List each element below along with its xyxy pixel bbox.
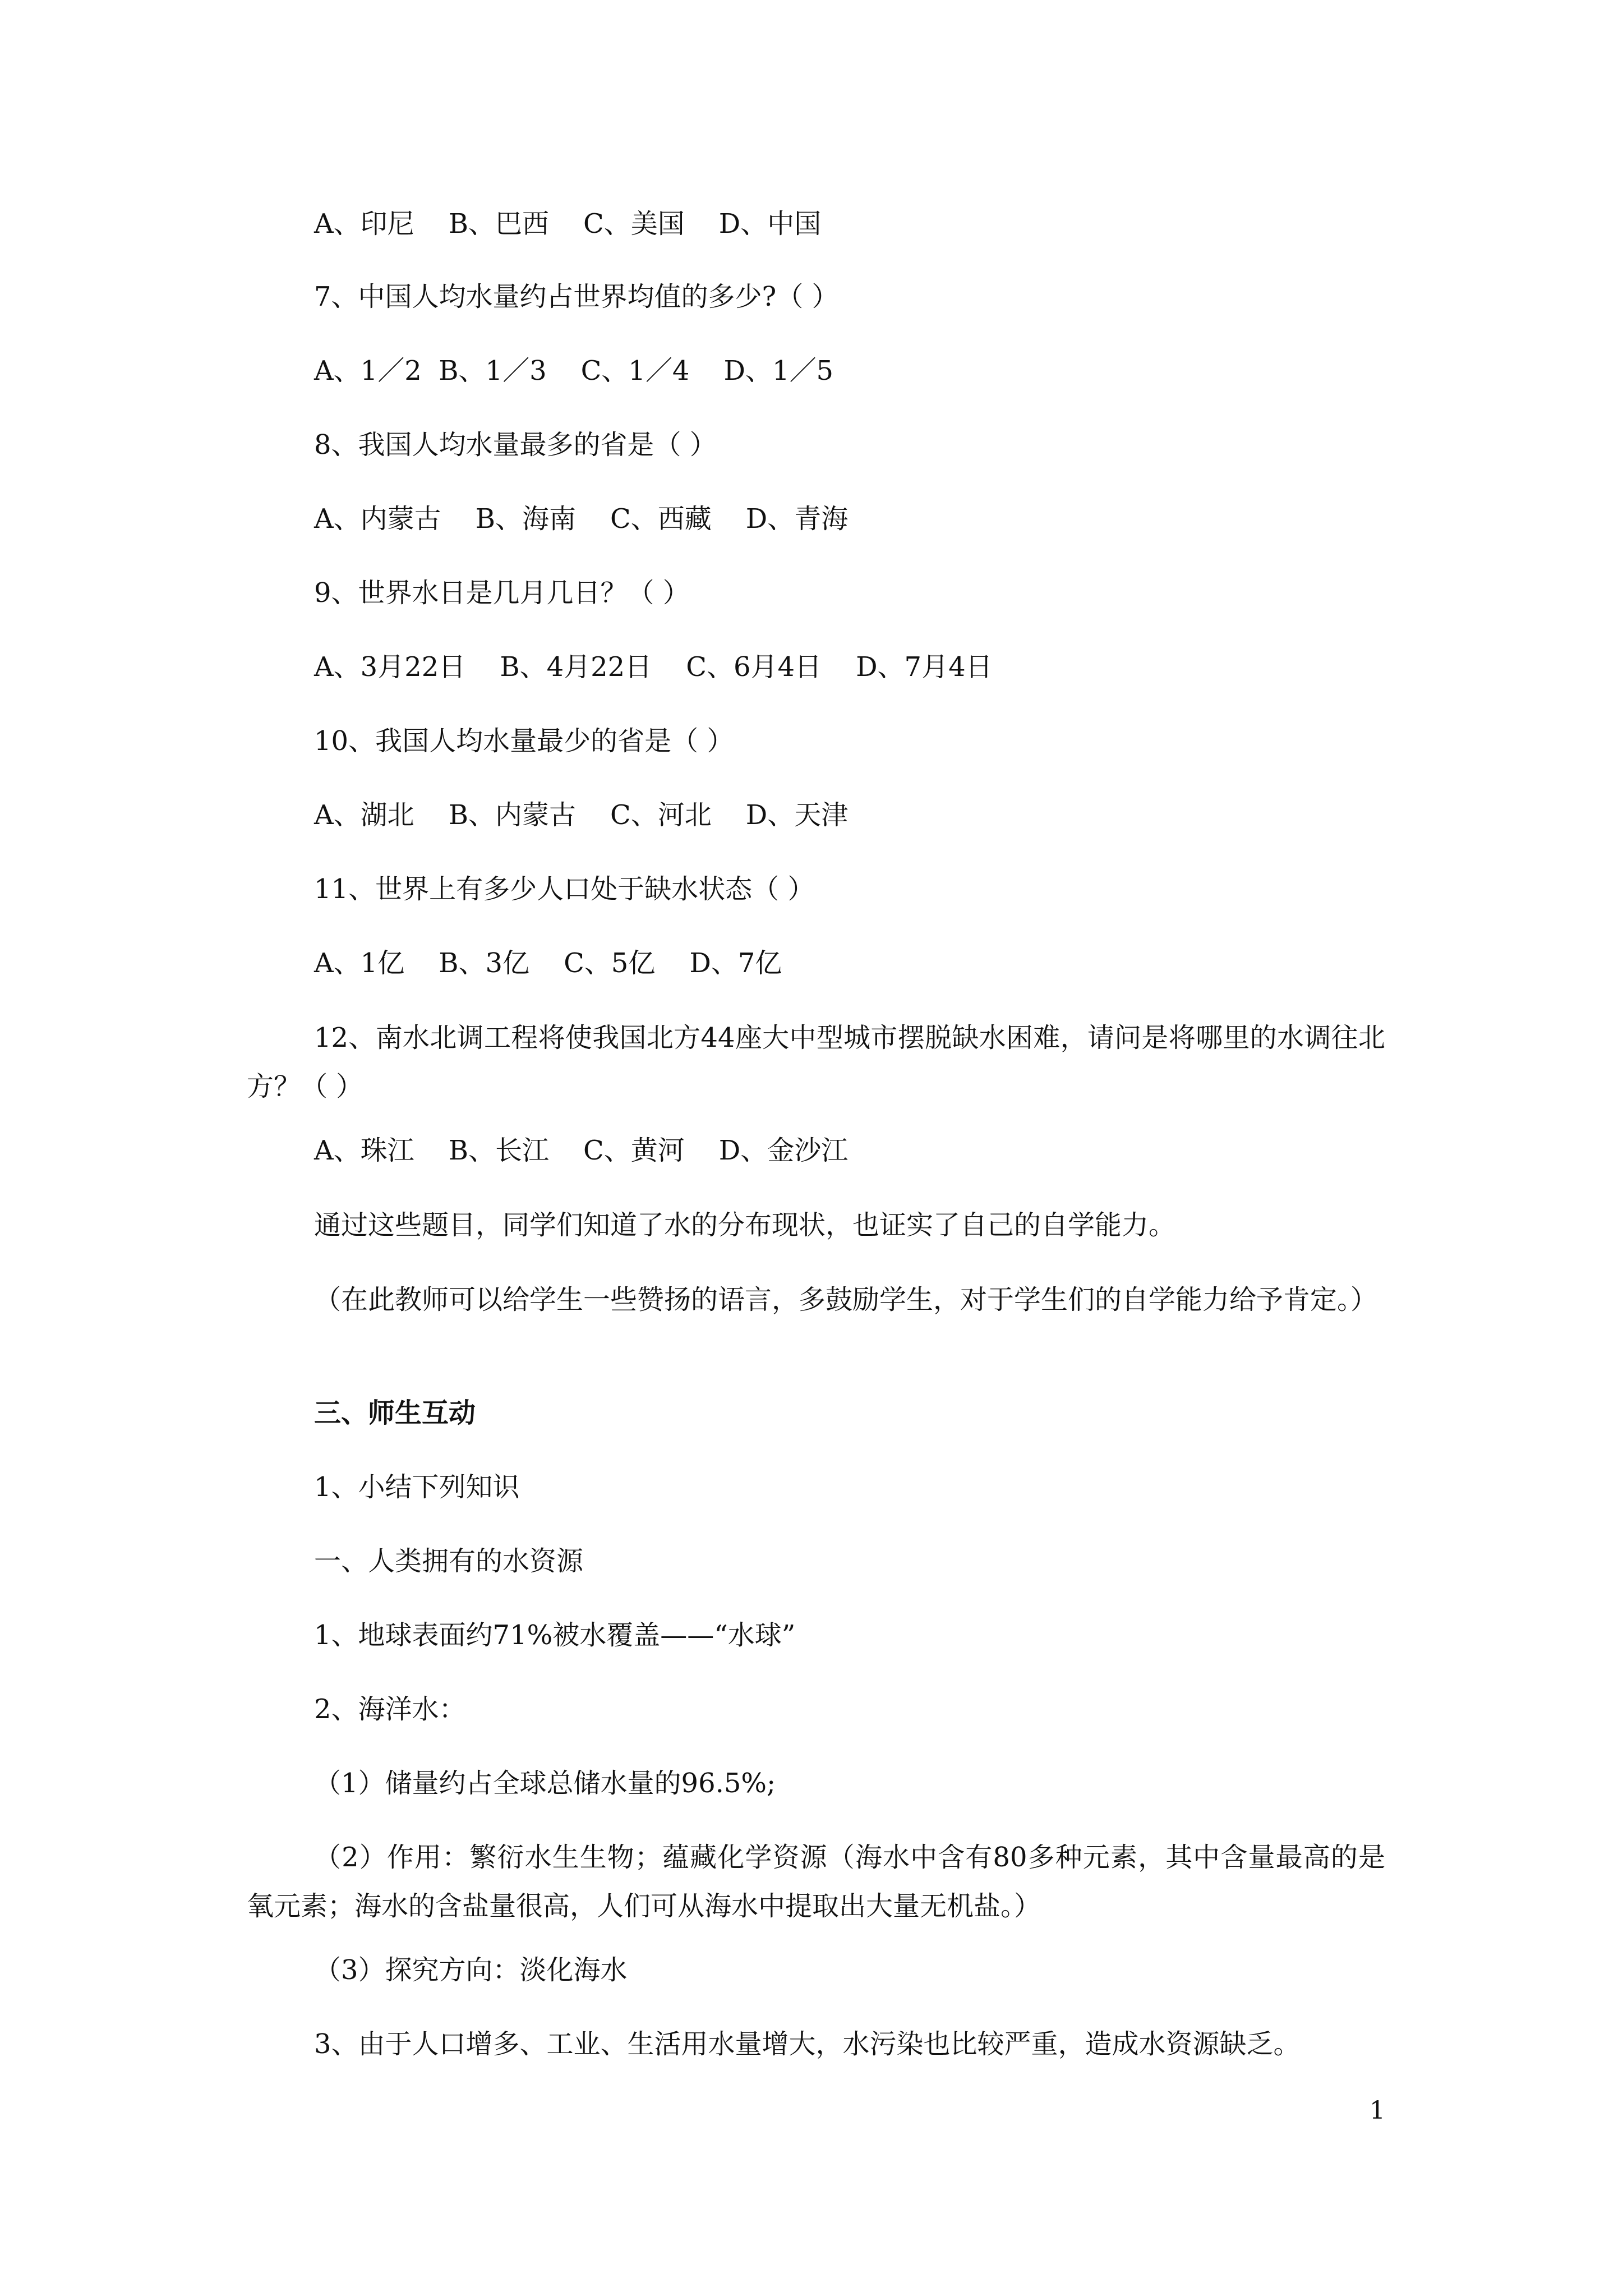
section-heading-3: 三、师生互动 xyxy=(314,1397,476,1429)
question-7: 7、中国人均水量约占世界均值的多少?（ ） xyxy=(314,281,839,312)
q6-options: A、印尼 B、巴西 C、美国 D、中国 xyxy=(314,208,822,240)
point-2-1: （1）储量约占全球总储水量的96.5%; xyxy=(314,1768,776,1799)
page-number: 1 xyxy=(1370,2096,1385,2125)
point-2-2: （2）作用：繁衍水生生物；蕴藏化学资源（海水中含有80多种元素，其中含量最高的是氧元素；海水的含盐量很高，人们可从海水中提取出大量无机盐。） xyxy=(247,1842,1385,1922)
q12-options: A、珠江 B、长江 C、黄河 D、金沙江 xyxy=(314,1135,849,1166)
subheading-water-resources: 一、人类拥有的水资源 xyxy=(314,1545,584,1577)
question-8: 8、我国人均水量最多的省是（ ） xyxy=(314,429,717,461)
q10-options: A、湖北 B、内蒙古 C、河北 D、天津 xyxy=(314,799,849,831)
question-12: 12、南水北调工程将使我国北方44座大中型城市摆脱缺水困难，请问是将哪里的水调往北方？（ ） xyxy=(247,1022,1385,1102)
q8-options: A、内蒙古 B、海南 C、西藏 D、青海 xyxy=(314,503,849,535)
q7-options: A、1／2 B、1／3 C、1／4 D、1／5 xyxy=(314,355,834,386)
point-2-3: （3）探究方向：淡化海水 xyxy=(314,1954,628,1986)
question-9: 9、世界水日是几月几日？（ ） xyxy=(314,577,690,609)
q11-options: A、1亿 B、3亿 C、5亿 D、7亿 xyxy=(314,947,782,979)
summary-text: 通过这些题目，同学们知道了水的分布现状，也证实了自己的自学能力。 xyxy=(314,1209,1176,1241)
question-11: 11、世界上有多少人口处于缺水状态（ ） xyxy=(314,873,815,905)
point-2: 2、海洋水： xyxy=(314,1694,466,1725)
q9-options: A、3月22日 B、4月22日 C、6月4日 D、7月4日 xyxy=(314,651,993,683)
point-1: 1、地球表面约71%被水覆盖——“水球” xyxy=(314,1619,796,1651)
point-3: 3、由于人口增多、工业、生活用水量增大，水污染也比较严重，造成水资源缺乏。 xyxy=(314,2028,1301,2060)
question-10: 10、我国人均水量最少的省是（ ） xyxy=(314,725,734,757)
teacher-note: （在此教师可以给学生一些赞扬的语言，多鼓励学生，对于学生们的自学能力给予肯定。） xyxy=(314,1284,1378,1315)
summary-knowledge: 1、小结下列知识 xyxy=(314,1471,520,1503)
